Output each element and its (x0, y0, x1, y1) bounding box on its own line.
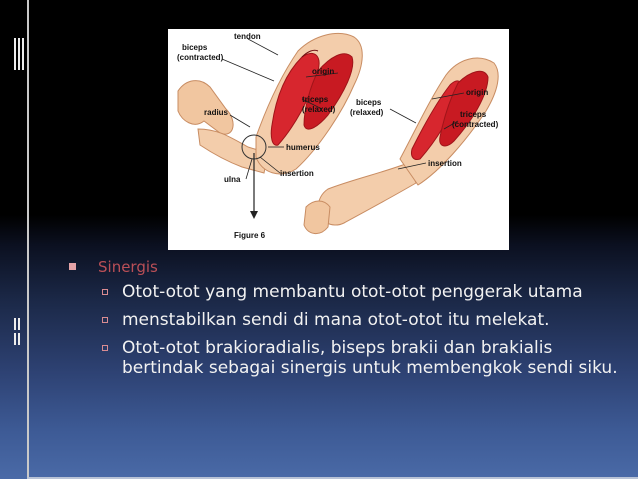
label-biceps-left: biceps (182, 43, 208, 52)
arm-muscles-figure (168, 29, 509, 250)
label-biceps-right: biceps (356, 98, 382, 107)
bullet-item (63, 282, 633, 302)
label-biceps-relaxed: (relaxed) (350, 108, 384, 117)
label-biceps-contracted: (contracted) (177, 53, 224, 62)
bullet-item-text: menstabilkan sendi di mana otot-otot itu melekat. (122, 310, 550, 330)
label-humerus: humerus (286, 143, 320, 152)
hollow-square-bullet-icon (102, 289, 108, 295)
bullet-item-text: Otot-otot yang membantu otot-otot penggerak utama (122, 282, 583, 302)
figure-caption: Figure 6 (234, 231, 266, 240)
arm-illustration (168, 29, 509, 250)
label-insertion-right: insertion (428, 159, 462, 168)
bullet-heading (63, 257, 633, 277)
label-insertion-left: insertion (280, 169, 314, 178)
hollow-square-bullet-icon (102, 345, 108, 351)
label-radius: radius (204, 108, 229, 117)
bullet-item (63, 310, 633, 330)
bullet-heading-text: Sinergis (98, 258, 158, 276)
bullet-item (63, 338, 633, 378)
left-frame-line (27, 0, 29, 479)
square-bullet-icon (69, 263, 76, 270)
label-triceps-right: triceps (460, 110, 487, 119)
label-ulna: ulna (224, 175, 241, 184)
label-origin-left: origin (312, 67, 335, 76)
label-tendon: tendon (234, 32, 261, 41)
label-triceps-contracted: (contracted) (452, 120, 499, 129)
bullet-item-text: Otot-otot brakioradialis, biseps brakii dan brakialis bertindak sebagai sinergis untuk membengkok sendi siku. (122, 338, 618, 378)
bullet-list (63, 257, 633, 386)
label-triceps-relaxed: (relaxed) (302, 105, 336, 114)
label-triceps-left: triceps (302, 95, 329, 104)
label-origin-right: origin (466, 88, 489, 97)
hollow-square-bullet-icon (102, 317, 108, 323)
